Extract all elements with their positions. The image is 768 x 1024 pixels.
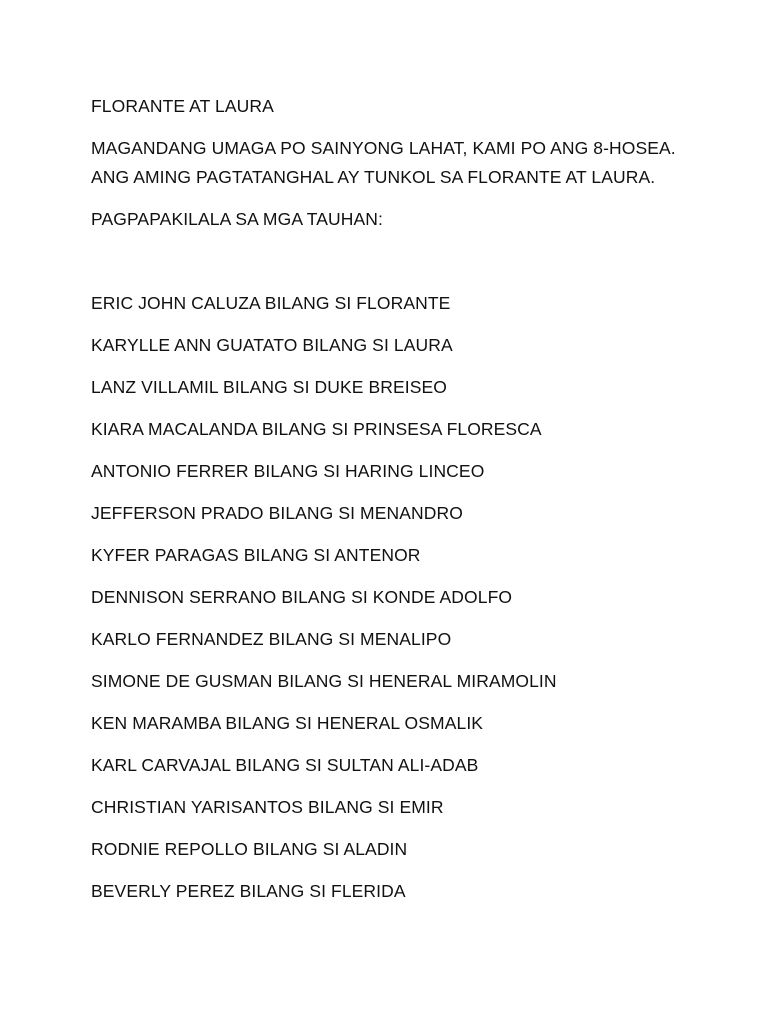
cast-entry: KYFER PARAGAS BILANG SI ANTENOR: [91, 545, 421, 565]
cast-entry: KIARA MACALANDA BILANG SI PRINSESA FLORESCA: [91, 419, 542, 439]
document-title: FLORANTE AT LAURA: [91, 96, 274, 116]
cast-entry: JEFFERSON PRADO BILANG SI MENANDRO: [91, 503, 463, 523]
cast-entry: LANZ VILLAMIL BILANG SI DUKE BREISEO: [91, 377, 447, 397]
cast-entry: RODNIE REPOLLO BILANG SI ALADIN: [91, 839, 408, 859]
cast-entry: KARYLLE ANN GUATATO BILANG SI LAURA: [91, 335, 453, 355]
cast-entry: SIMONE DE GUSMAN BILANG SI HENERAL MIRAMOLIN: [91, 671, 557, 691]
intro-line: ANG AMING PAGTATANGHAL AY TUNKOL SA FLORANTE AT LAURA.: [91, 167, 656, 187]
cast-entry: KARL CARVAJAL BILANG SI SULTAN ALI-ADAB: [91, 755, 479, 775]
cast-entry: ANTONIO FERRER BILANG SI HARING LINCEO: [91, 461, 485, 481]
cast-entry: ERIC JOHN CALUZA BILANG SI FLORANTE: [91, 293, 451, 313]
cast-entry: KARLO FERNANDEZ BILANG SI MENALIPO: [91, 629, 452, 649]
intro-line: MAGANDANG UMAGA PO SAINYONG LAHAT, KAMI PO ANG 8-HOSEA.: [91, 138, 676, 158]
cast-entry: DENNISON SERRANO BILANG SI KONDE ADOLFO: [91, 587, 513, 607]
cast-entry: KEN MARAMBA BILANG SI HENERAL OSMALIK: [91, 713, 484, 733]
cast-entry: BEVERLY PEREZ BILANG SI FLERIDA: [91, 881, 406, 901]
section-heading: PAGPAPAKILALA SA MGA TAUHAN:: [91, 209, 383, 229]
cast-entry: CHRISTIAN YARISANTOS BILANG SI EMIR: [91, 797, 444, 817]
